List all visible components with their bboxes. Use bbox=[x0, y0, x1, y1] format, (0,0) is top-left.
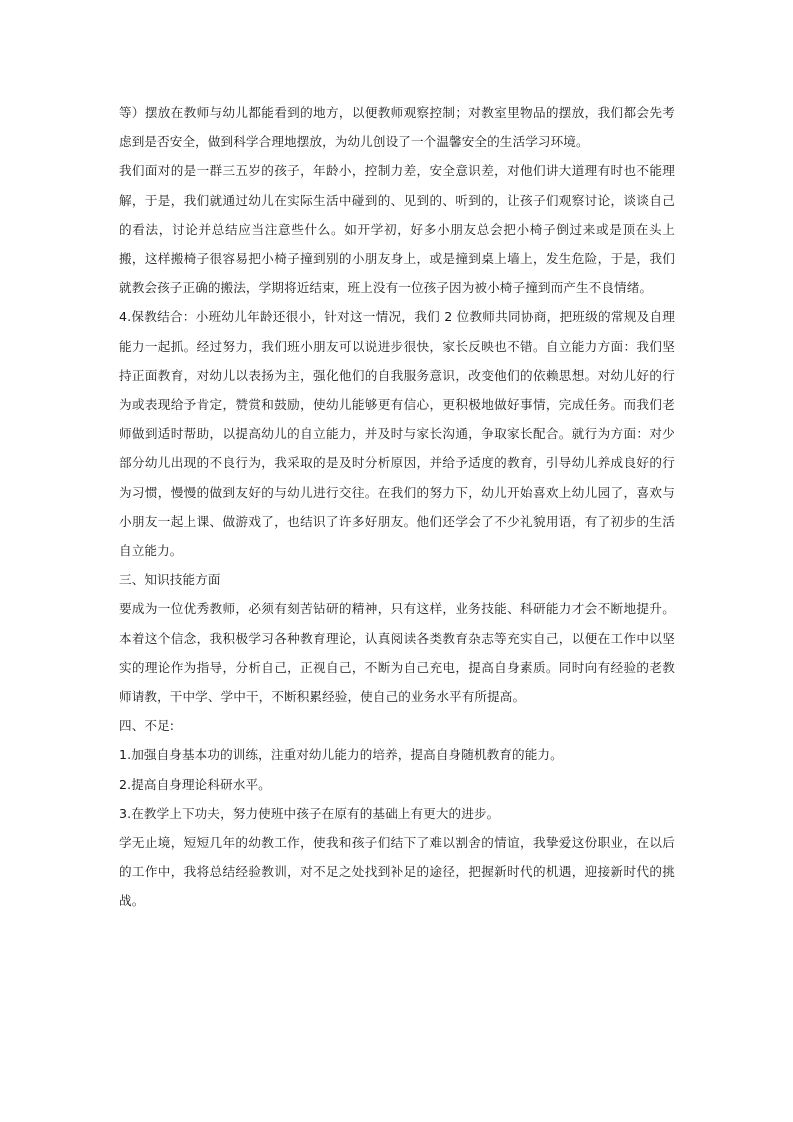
list-item-shortcoming-3: 3.在教学上下功夫，努力使班中孩子在原有的基础上有更大的进步。 bbox=[119, 805, 500, 821]
list-item-shortcoming-1: 1.加强自身基本功的训练，注重对幼儿能力的培养，提高自身随机教育的能力。 bbox=[119, 747, 563, 763]
paragraph-professional-growth: 要成为一位优秀教师，必须有刻苦钻研的精神，只有这样，业务技能、科研能力才会不断地提升。本着这个信念，我积极学习各种教育理论，认真阅读各类教育杂志等充实自己，以便在工作中以坚实的理论作为指导，分析自己，正视自己，不断为自己充电，提高自身素质。同时向有经验的老教师请教，干中学、学中干，不断积累经验，使自己的业务水平有所提高。 bbox=[119, 601, 675, 705]
document-body bbox=[119, 98, 675, 916]
paragraph-environment-continued: 等）摆放在教师与幼儿都能看到的地方，以便教师观察控制；对教室里物品的摆放，我们都会先考虑到是否安全，做到科学合理地摆放，为幼儿创设了一个温馨安全的生活学习环境。 bbox=[119, 105, 675, 150]
list-item-shortcoming-2: 2.提高自身理论科研水平。 bbox=[119, 776, 271, 792]
section-heading-knowledge-skills: 三、知识技能方面 bbox=[119, 572, 221, 588]
section-heading-shortcomings: 四、不足: bbox=[119, 718, 175, 734]
paragraph-conclusion: 学无止境，短短几年的幼教工作，使我和孩子们结下了难以割舍的情谊，我挚爱这份职业，在以后的工作中，我将总结经验教训，对不足之处找到补足的途径，把握新时代的机遇，迎接新时代的挑战。 bbox=[119, 835, 675, 909]
paragraph-care-and-education: 4.保教结合：小班幼儿年龄还很小，针对这一情况，我们 2 位教师共同协商，把班级的常规及自理能力一起抓。经过努力，我们班小朋友可以说进步很快，家长反映也不错。自立能力方面：我们坚持正面教育，对幼儿以表扬为主，强化他们的自我服务意识，改变他们的依赖思想。对幼儿好的行为或表现给予肯定，赞赏和鼓励，使幼儿能够更有信心，更积极地做好事情，完成任务。而我们老师做到适时帮助，以提高幼儿的自立能力，并及时与家长沟通，争取家长配合。就行为方面：对少部分幼儿出现的不良行为，我采取的是及时分析原因，并给予适度的教育，引导幼儿养成良好的行为习惯，慢慢的做到友好的与幼儿进行交往。在我们的努力下，幼儿开始喜欢上幼儿园了，喜欢与小朋友一起上课、做游戏了，也结识了许多好朋友。他们还学会了不少礼貌用语，有了初步的生活自立能力。 bbox=[119, 309, 675, 559]
paragraph-safety-education: 我们面对的是一群三五岁的孩子，年龄小，控制力差，安全意识差，对他们讲大道理有时也不能理解，于是，我们就通过幼儿在实际生活中碰到的、见到的、听到的，让孩子们观察讨论，谈谈自己的看法，讨论并总结应当注意些什么。如开学初，好多小朋友总会把小椅子倒过来或是顶在头上搬，这样搬椅子很容易把小椅子撞到别的小朋友身上，或是撞到桌上墙上，发生危险，于是，我们就教会孩子正确的搬法，学期将近结束，班上没有一位孩子因为被小椅子撞到而产生不良情绪。 bbox=[119, 163, 675, 296]
